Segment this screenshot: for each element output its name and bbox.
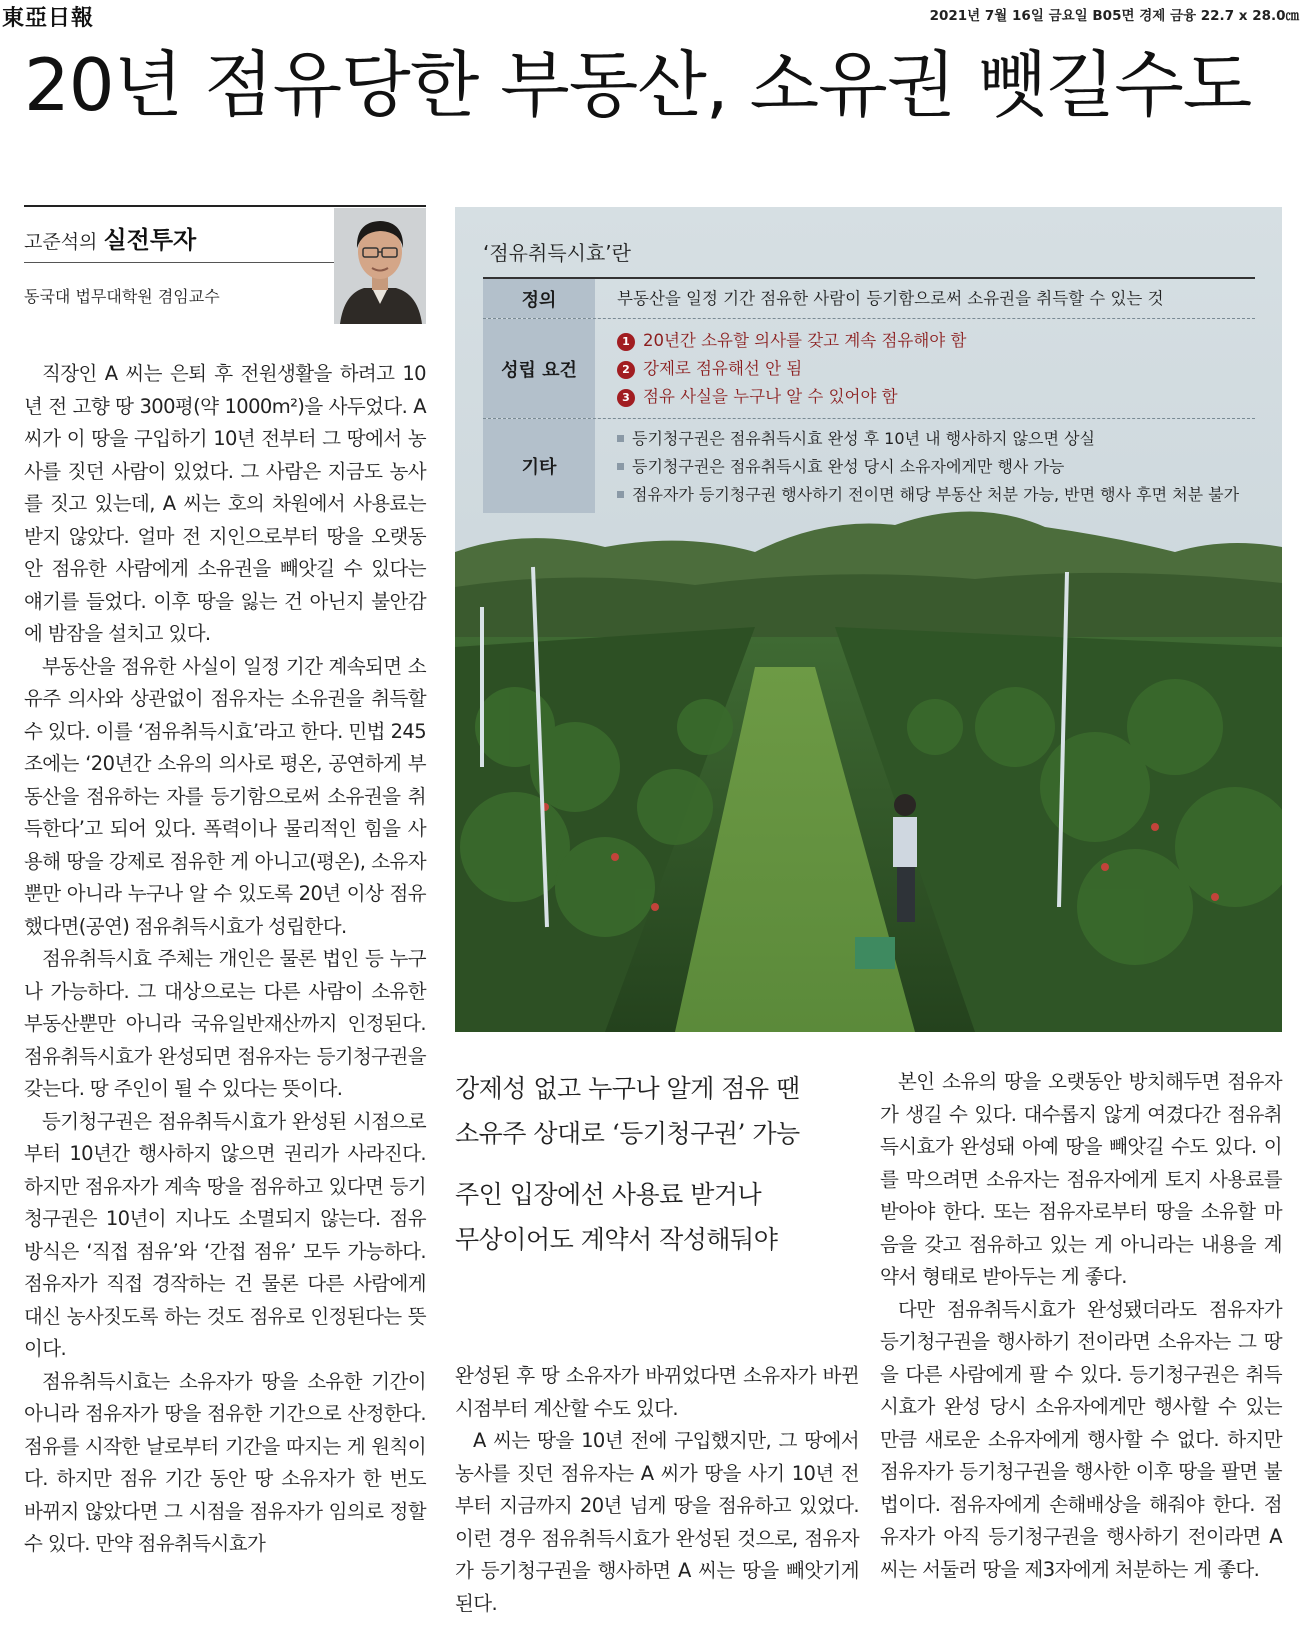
- newspaper-logo: 東亞日報: [2, 5, 95, 31]
- subheading-line: 무상이어도 계약서 작성해둬야: [455, 1225, 778, 1254]
- dateline: 2021년 7월 16일 금요일 B05면 경제 금융 22.7 x 28.0㎝: [929, 8, 1299, 24]
- infographic-title: ‘점유취득시효’란: [483, 241, 631, 265]
- columnist-affiliation: 동국대 법무대학원 겸임교수: [24, 287, 220, 306]
- subheading-line: 주인 입장에선 사용료 받거나: [455, 1180, 762, 1209]
- number-badge-icon: 3: [617, 389, 635, 407]
- requirement-item: 1 20년간 소유할 의사를 갖고 계속 점유해야 함: [617, 327, 1255, 355]
- masthead: [0, 0, 1303, 31]
- paragraph: 점유취득시효 주체는 개인은 물론 법인 등 누구나 가능하다. 그 대상으로는 다른 사람이 소유한 부동산뿐만 아니라 국유일반재산까지 인정된다. 점유취득시효가 완성되면 점유자는 등기청구권을 갖는다. 땅 주인이 될 수 있다는 뜻이다.: [24, 947, 426, 1100]
- number-badge-icon: 1: [617, 333, 635, 351]
- column-top-rule: [24, 205, 426, 207]
- columnist-name: 고준석의: [24, 231, 104, 253]
- paragraph: 완성된 후 땅 소유자가 바뀌었다면 소유자가 바뀐 시점부터 계산할 수도 있다.: [455, 1364, 859, 1420]
- series-name: 실전투자: [103, 226, 197, 254]
- paragraph: 부동산을 점유한 사실이 일정 기간 계속되면 소유주 의사와 상관없이 점유자는 소유권을 취득할 수 있다. 이를 ‘점유취득시효’라고 한다. 민법 245조에는 ‘20년간 소유의 의사로 평온, 공연하게 부동산을 점유하는 자를 등기함으로써 소유권을 취득한다’고 되어 있다. 폭력이나 물리적인 힘을 사용해 땅을 강제로 점유한 게 아니고(평온), 소유자뿐만 아니라 누구나 알 수 있도록 20년 이상 점유했다면(공연) 점유취득시효가 성립한다.: [24, 654, 426, 938]
- definition-text: 부동산을 일정 기간 점유한 사람이 등기함으로써 소유권을 취득할 수 있는 것: [617, 289, 1164, 308]
- bullet-square-icon: [617, 463, 624, 470]
- requirement-item: 3 점유 사실을 누구나 알 수 있어야 함: [617, 383, 1255, 411]
- body-column-3: [880, 1066, 1282, 1586]
- paragraph: 등기청구권은 점유취득시효가 완성된 시점으로부터 10년간 행사하지 않으면 권리가 사라진다. 하지만 점유자가 계속 땅을 점유하고 있다면 등기청구권은 10년이 지나도 소멸되지 않는다. 점유 방식은 ‘직접 점유’와 ‘간접 점유’ 모두 가능하다. 점유자가 직접 경작하는 건 물론 다른 사람에게 대신 농사짓도록 하는 것도 점유로 인정된다는 뜻이다.: [24, 1109, 426, 1360]
- infographic-with-photo: [455, 207, 1282, 1032]
- bullet-square-icon: [617, 491, 624, 498]
- paragraph: A 씨는 땅을 10년 전에 구입했지만, 그 땅에서 농사를 짓던 점유자는 A 씨가 땅을 사기 10년 전부터 지금까지 20년 넘게 땅을 점유하고 있었다. 이런 경우 점유취득시효가 완성된 것으로, 점유자가 등기청구권을 행사하면 A 씨는 땅을 빼앗기게 된다.: [455, 1429, 859, 1615]
- column-mid-rule: [24, 262, 334, 263]
- etc-row: [483, 419, 1255, 513]
- requirements-label: 성립 요건: [483, 319, 595, 418]
- paragraph: 본인 소유의 땅을 오랫동안 방치해두면 점유자가 생길 수 있다. 대수롭지 않게 여겼다간 점유취득시효가 완성돼 아예 땅을 빼앗길 수도 있다. 이를 막으려면 소유자는 점유자에게 토지 사용료를 받아야 한다. 또는 점유자로부터 땅을 소유할 마음을 갖고 점유하고 있는 게 아니라는 내용을 계약서 형태로 받아두는 게 좋다.: [880, 1070, 1282, 1288]
- subheadings: [455, 1066, 859, 1262]
- etc-label: 기타: [483, 419, 595, 513]
- paragraph: 다만 점유취득시효가 완성됐더라도 점유자가 등기청구권을 행사하기 전이라면 소유자는 그 땅을 다른 사람에게 팔 수 있다. 등기청구권은 취득시효가 완성 당시 소유자에게만 행사할 수 있는 만큼 새로운 소유자에게 행사할 수 없다. 하지만 점유자가 등기청구권을 행사한 이후 땅을 팔면 불법이다. 점유자에게 손해배상을 해줘야 한다. 점유자가 아직 등기청구권을 행사하기 전이라면 A 씨는 서둘러 땅을 제3자에게 처분하는 게 좋다.: [880, 1297, 1282, 1581]
- paragraph: 점유취득시효는 소유자가 땅을 소유한 기간이 아니라 점유자가 땅을 점유한 기간으로 산정한다. 점유를 시작한 날로부터 기간을 따지는 게 원칙이다. 하지만 점유 기간 동안 땅 소유자가 한 번도 바뀌지 않았다면 그 시점을 점유자가 임의로 정할 수 있다. 만약 점유취득시효가: [24, 1369, 426, 1555]
- subheading-line: 강제성 없고 누구나 알게 점유 땐: [455, 1074, 800, 1103]
- etc-item: 점유자가 등기청구권 행사하기 전이면 해당 부동산 처분 가능, 반면 행사 후면 처분 불가: [617, 481, 1255, 509]
- column-series-title: [24, 220, 196, 255]
- definition-label: 정의: [483, 279, 595, 318]
- subheading-line: 소유주 상대로 ‘등기청구권’ 가능: [455, 1119, 800, 1148]
- number-badge-icon: 2: [617, 361, 635, 379]
- columnist-portrait: [334, 208, 426, 324]
- definition-row: [483, 279, 1255, 319]
- requirements-row: [483, 319, 1255, 419]
- infographic-table: [483, 279, 1255, 513]
- bullet-square-icon: [617, 435, 624, 442]
- etc-item: 등기청구권은 점유취득시효 완성 당시 소유자에게만 행사 가능: [617, 453, 1255, 481]
- body-column-2: [455, 1360, 859, 1620]
- body-column-1: [24, 358, 426, 1561]
- article-headline: 20년 점유당한 부동산, 소유권 뺏길수도: [24, 43, 1252, 127]
- paragraph: 직장인 A 씨는 은퇴 후 전원생활을 하려고 10년 전 고향 땅 300평(약 1000m²)을 사두었다. A 씨가 이 땅을 구입하기 10년 전부터 그 땅에서 농사를 짓던 사람이 있었다. 그 사람은 지금도 농사를 짓고 있는데, A 씨는 호의 차원에서 사용료는 받지 않았다. 얼마 전 지인으로부터 땅을 오랫동안 점유한 사람에게 소유권을 빼앗길 수 있다는 얘기를 들었다. 이후 땅을 잃는 건 아닌지 불안감에 밤잠을 설치고 있다.: [24, 362, 426, 645]
- etc-item: 등기청구권은 점유취득시효 완성 후 10년 내 행사하지 않으면 상실: [617, 425, 1255, 453]
- requirement-item: 2 강제로 점유해선 안 됨: [617, 355, 1255, 383]
